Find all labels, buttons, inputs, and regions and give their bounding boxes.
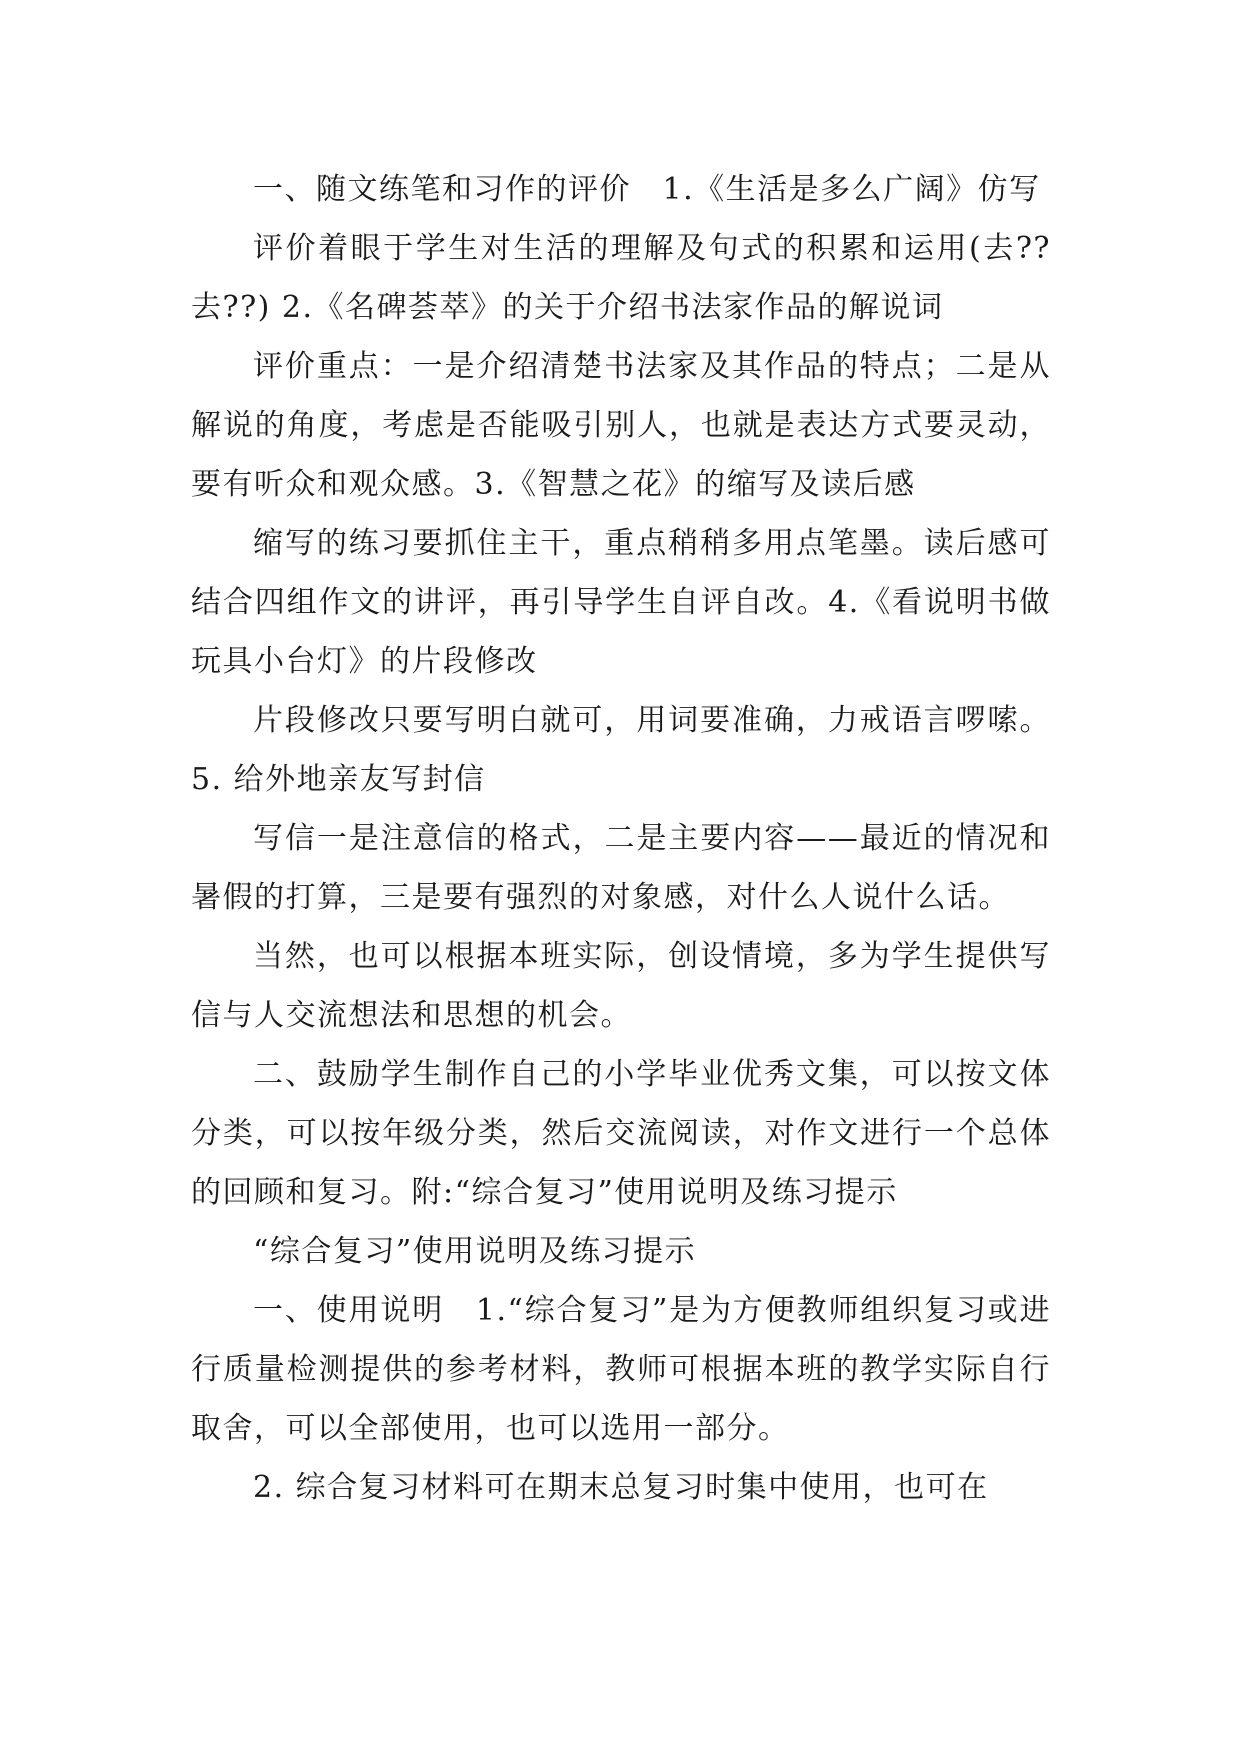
paragraph-11: 2. 综合复习材料可在期末总复习时集中使用，也可在	[253, 1470, 989, 1505]
paragraph-10: 一、使用说明 1.“综合复习”是为方便教师组织复习或进行质量检测提供的参考材料，教师可根据本班的教学实际自行取舍，可以全部使用，也可以选用一部分。	[191, 1293, 1051, 1446]
paragraph-2: 评价着眼于学生对生活的理解及句式的积累和运用(去??去??) 2.《名碑荟萃》的关于介绍书法家作品的解说词	[191, 231, 1051, 325]
paragraph-5: 片段修改只要写明白就可，用词要准确，力戒语言啰嗦。5. 给外地亲友写封信	[191, 703, 1051, 797]
paragraph-8: 二、鼓励学生制作自己的小学毕业优秀文集，可以按文体分类，可以按年级分类，然后交流阅读，对作文进行一个总体的回顾和复习。附:“综合复习”使用说明及练习提示	[191, 1057, 1051, 1210]
paragraph-3: 评价重点：一是介绍清楚书法家及其作品的特点；二是从解说的角度，考虑是否能吸引别人，也就是表达方式要灵动，要有听众和观众感。3.《智慧之花》的缩写及读后感	[191, 349, 1051, 502]
paragraph-1: 一、随文练笔和习作的评价 1.《生活是多么广阔》仿写	[253, 172, 1041, 207]
document-body	[191, 160, 1051, 1517]
paragraph-9: “综合复习”使用说明及练习提示	[253, 1234, 697, 1269]
paragraph-7: 当然，也可以根据本班实际，创设情境，多为学生提供写信与人交流想法和思想的机会。	[191, 939, 1051, 1033]
paragraph-4: 缩写的练习要抓住主干，重点稍稍多用点笔墨。读后感可结合四组作文的讲评，再引导学生自评自改。4.《看说明书做玩具小台灯》的片段修改	[191, 526, 1051, 679]
paragraph-6: 写信一是注意信的格式，二是主要内容——最近的情况和暑假的打算，三是要有强烈的对象感，对什么人说什么话。	[191, 821, 1051, 915]
